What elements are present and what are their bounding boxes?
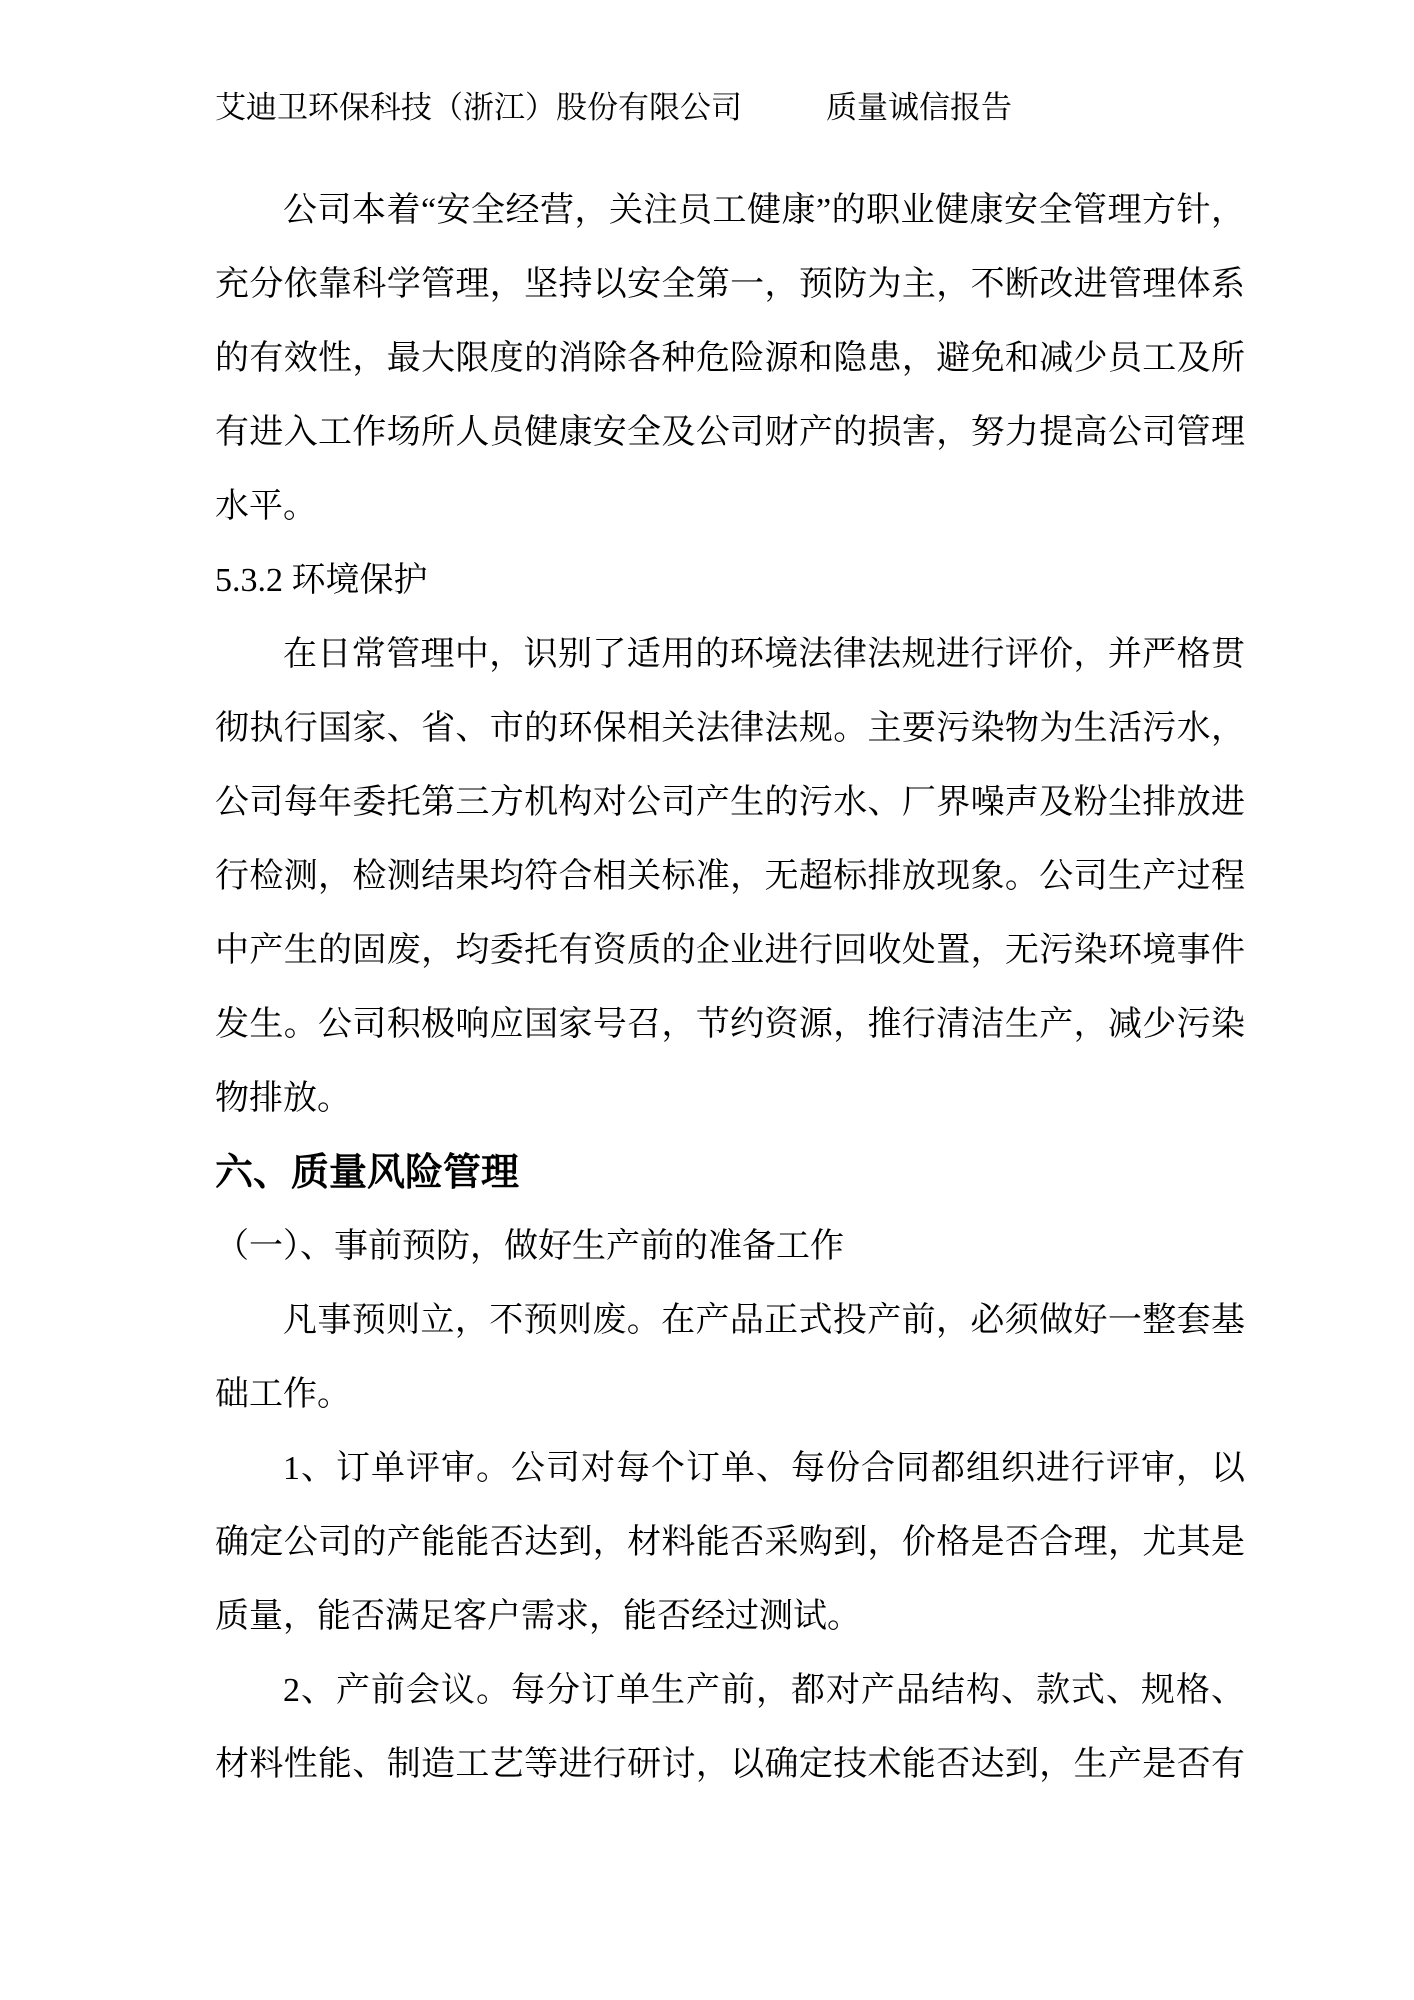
text-line: 发生。公司积极响应国家号召，节约资源，推行清洁生产，减少污染 [215,1006,1245,1043]
text-line: 公司本着“安全经营，关注员工健康”的职业健康安全管理方针， [283,192,1245,229]
report-title: 质量诚信报告 [826,90,1012,125]
text-line: 有进入工作场所人员健康安全及公司财产的损害，努力提高公司管理 [215,414,1245,451]
text-line: 中产生的固废，均委托有资质的企业进行回收处置，无污染环境事件 [215,932,1245,969]
text-line: 六、质量风险管理 [215,1152,520,1194]
paragraph [215,1432,1245,1654]
text-line: 确定公司的产能能否达到，材料能否采购到，价格是否合理，尤其是 [215,1524,1245,1561]
text-line: 水平。 [215,488,317,525]
text-line: 5.3.2 环境保护 [215,562,428,599]
text-line: 的有效性，最大限度的消除各种危险源和隐患，避免和减少员工及所 [215,340,1245,377]
text-line: 1、订单评审。公司对每个订单、每份合同都组织进行评审，以 [283,1450,1245,1487]
text-line: 公司每年委托第三方机构对公司产生的污水、厂界噪声及粉尘排放进 [215,784,1245,821]
text-line: （一）、事前预防，做好生产前的准备工作 [215,1228,844,1265]
text-line: 础工作。 [215,1376,351,1413]
text-line: 材料性能、制造工艺等进行研讨，以确定技术能否达到，生产是否有 [215,1746,1245,1783]
text-line: 行检测，检测结果均符合相关标准，无超标排放现象。公司生产过程 [215,858,1245,895]
text-line: 充分依靠科学管理，坚持以安全第一，预防为主，不断改进管理体系 [215,266,1245,303]
document-blocks [215,174,1245,1802]
paragraph [215,1654,1245,1802]
page-header [215,88,1245,128]
heading [215,1136,1245,1210]
paragraph [215,1284,1245,1432]
paragraph [215,1210,1245,1284]
paragraph [215,174,1245,544]
text-line: 凡事预则立，不预则废。在产品正式投产前，必须做好一整套基 [283,1302,1245,1339]
text-line: 质量，能否满足客户需求，能否经过测试。 [215,1598,861,1635]
text-line: 物排放。 [215,1080,351,1117]
subheading [215,544,1245,618]
paragraph [215,618,1245,1136]
text-line: 2、产前会议。每分订单生产前，都对产品结构、款式、规格、 [283,1672,1245,1709]
text-line: 在日常管理中，识别了适用的环境法律法规进行评价，并严格贯 [283,636,1245,673]
text-line: 彻执行国家、省、市的环保相关法律法规。主要污染物为生活污水， [215,710,1245,747]
company-name: 艾迪卫环保科技（浙江）股份有限公司 [215,90,742,125]
